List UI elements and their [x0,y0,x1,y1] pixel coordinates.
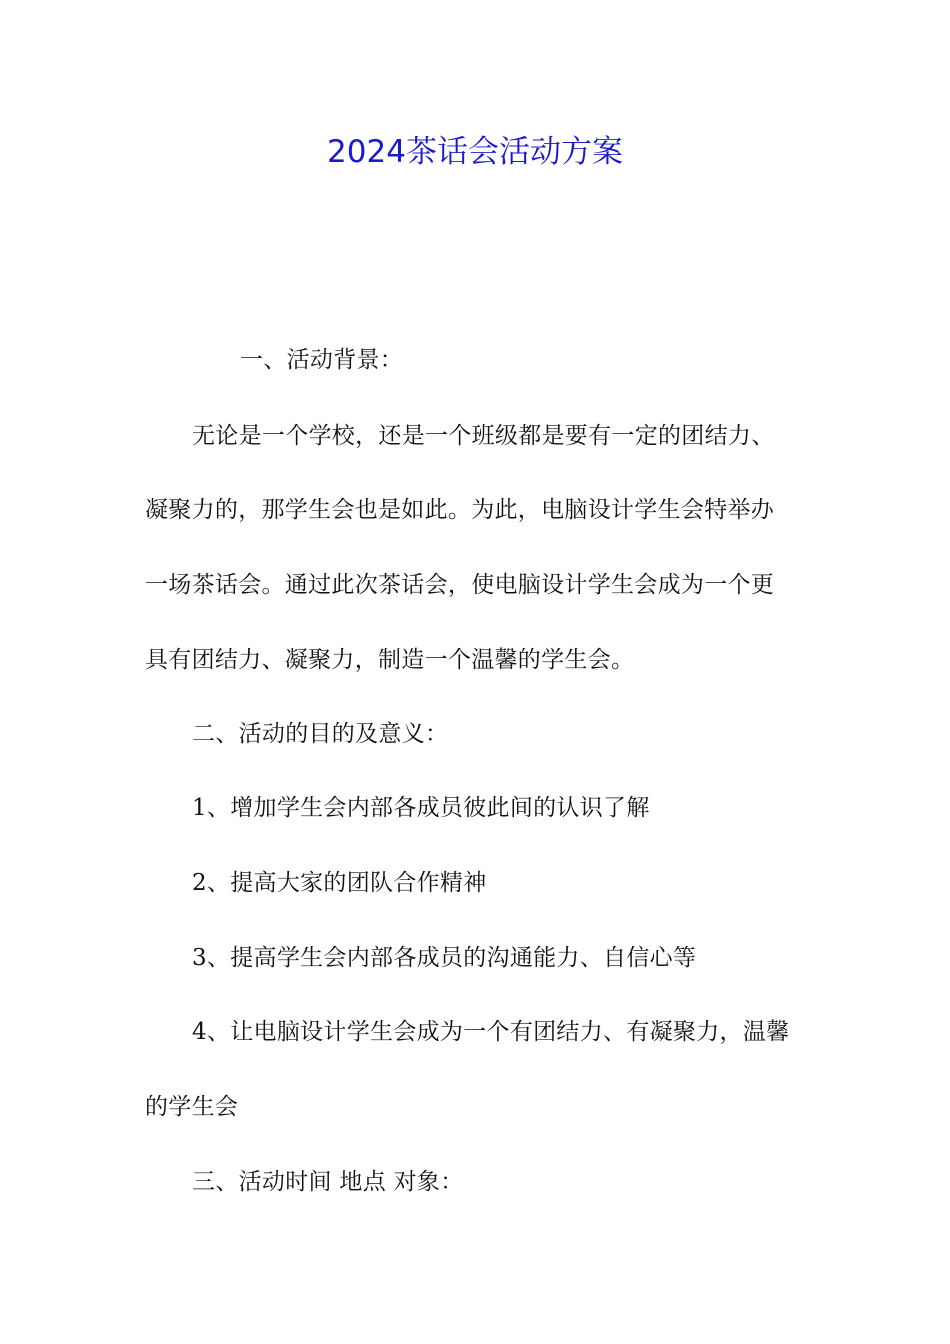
document-title: 2024茶话会活动方案 [327,134,623,170]
paragraph-line: 具有团结力、凝聚力，制造一个温馨的学生会。 [145,647,635,673]
section-heading-purpose: 二、活动的目的及意义： [192,721,449,747]
list-item: 4、让电脑设计学生会成为一个有团结力、有凝聚力，温馨 [192,1019,790,1045]
section-heading-background: 一、活动背景： [240,347,404,373]
section-heading-time-place: 三、活动时间 地点 对象： [192,1169,464,1195]
list-item: 1、增加学生会内部各成员彼此间的认识了解 [192,795,650,821]
list-item: 3、提高学生会内部各成员的沟通能力、自信心等 [192,945,697,971]
list-item-continuation: 的学生会 [145,1094,239,1120]
paragraph-line: 一场茶话会。通过此次茶话会，使电脑设计学生会成为一个更 [145,572,775,598]
paragraph-line: 凝聚力的，那学生会也是如此。为此，电脑设计学生会特举办 [145,497,775,523]
paragraph-line: 无论是一个学校，还是一个班级都是要有一定的团结力、 [192,423,775,449]
list-item: 2、提高大家的团队合作精神 [192,870,487,896]
